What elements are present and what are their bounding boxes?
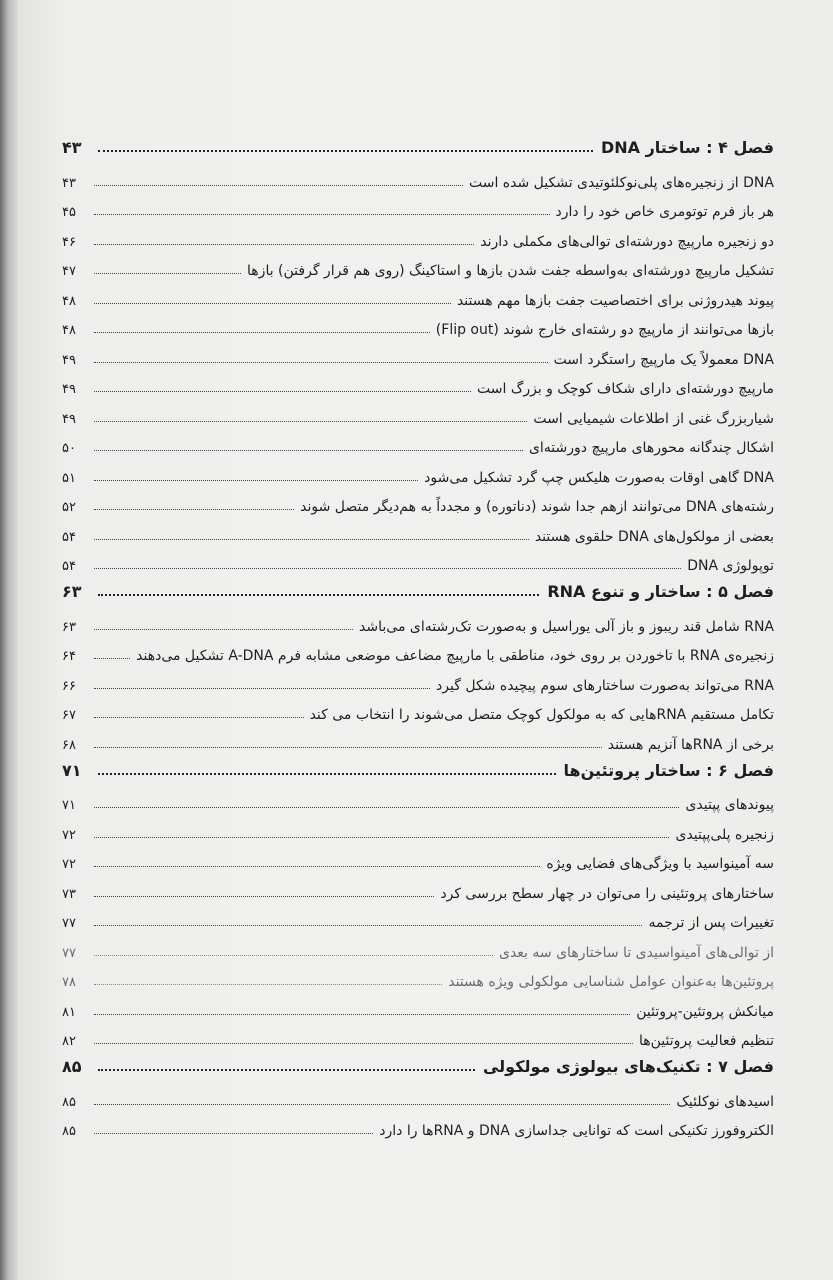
entry-page-number: ۸۵ xyxy=(62,1094,76,1110)
toc-entry xyxy=(62,990,774,1020)
dot-leader xyxy=(98,1069,475,1071)
entry-title: اشکال چندگانه محورهای مارپیچ دورشته‌ای xyxy=(528,440,774,456)
entry-page-number: ۷۸ xyxy=(62,975,76,990)
dot-leader xyxy=(94,185,463,186)
entry-title: پیوندهای پپتیدی xyxy=(685,797,774,813)
dot-leader xyxy=(94,362,548,363)
toc-entry xyxy=(62,902,774,932)
entry-title: بازها می‌توانند از مارپیچ دو رشته‌ای خارج شوند (Flip out) xyxy=(435,322,774,338)
dot-leader xyxy=(98,150,593,152)
entry-page-number: ۴۶ xyxy=(62,234,76,250)
entry-page-number: ۸۲ xyxy=(62,1034,76,1049)
toc-entry xyxy=(62,338,774,368)
dot-leader xyxy=(94,955,493,956)
toc-entry xyxy=(62,279,774,309)
dot-leader xyxy=(94,896,434,897)
entry-title: اسیدهای نوکلئیک xyxy=(676,1093,774,1110)
toc-entry xyxy=(62,161,774,191)
toc-entry xyxy=(62,664,774,694)
dot-leader xyxy=(94,925,642,926)
entry-page-number: ۵۱ xyxy=(62,470,76,486)
dot-leader xyxy=(94,1133,373,1134)
toc-entry xyxy=(62,368,774,398)
entry-page-number: ۶۷ xyxy=(62,708,76,723)
dot-leader xyxy=(94,273,241,274)
entry-page-number: ۴۹ xyxy=(62,382,76,397)
entry-page-number: ۷۲ xyxy=(62,827,76,843)
entry-title: بعضی از مولکول‌های DNA حلقوی هستند xyxy=(534,528,774,545)
entry-title: تشکیل مارپیچ دورشته‌ای به‌واسطه جفت شدن بازها و استاکینگ (روی هم قرار گرفتن) بازها xyxy=(247,263,774,279)
toc-entry xyxy=(62,486,774,516)
chapter-heading xyxy=(62,1057,774,1076)
entry-title: رشته‌های DNA می‌توانند ازهم جدا شوند (دناتوره) و مجدداً به هم‌دیگر متصل شوند xyxy=(300,499,774,515)
dot-leader xyxy=(94,539,529,540)
chapter-title: فصل ۶ : ساختار پروتئین‌ها xyxy=(563,760,774,780)
entry-title: DNA گاهی اوقات به‌صورت هلیکس چپ گرد تشکیل می‌شود xyxy=(424,469,774,486)
entry-page-number: ۴۵ xyxy=(62,205,76,220)
entry-title: توپولوژی DNA xyxy=(687,558,774,574)
toc-entry xyxy=(62,784,774,814)
dot-leader xyxy=(94,1104,670,1105)
toc-entry xyxy=(62,191,774,221)
entry-title: میانکش پروتئین-پروتئین xyxy=(636,1003,774,1020)
chapter-heading xyxy=(62,138,774,157)
dot-leader xyxy=(94,303,451,304)
entry-page-number: ۴۹ xyxy=(62,411,76,427)
entry-page-number: ۷۲ xyxy=(62,857,76,872)
entry-page-number: ۸۱ xyxy=(62,1004,76,1020)
entry-title: تنظیم فعالیت پروتئین‌ها xyxy=(638,1033,774,1049)
toc-entry xyxy=(62,635,774,665)
dot-leader xyxy=(94,807,679,808)
entry-title: شیاربزرگ غنی از اطلاعات شیمیایی است xyxy=(533,410,774,427)
book-spine xyxy=(0,0,18,1280)
entry-page-number: ۴۷ xyxy=(62,264,76,279)
dot-leader xyxy=(94,629,353,630)
entry-page-number: ۵۴ xyxy=(62,559,76,574)
entry-title: مارپیچ دورشته‌ای دارای شکاف کوچک و بزرگ است xyxy=(477,381,774,397)
toc-entry xyxy=(62,931,774,961)
dot-leader xyxy=(94,421,527,422)
entry-title: پیوند هیدروژنی برای اختصاصیت جفت بازها مهم هستند xyxy=(456,292,774,309)
dot-leader xyxy=(94,747,602,748)
toc-entry xyxy=(62,813,774,843)
chapter-heading xyxy=(62,761,774,780)
entry-title: برخی از RNAها آنزیم هستند xyxy=(607,736,774,753)
dot-leader xyxy=(94,480,418,481)
chapter-title: فصل ۵ : ساختار و تنوع RNA xyxy=(547,582,774,601)
dot-leader xyxy=(94,244,474,245)
entry-title: DNA معمولاً یک مارپیچ راستگرد است xyxy=(553,351,774,368)
dot-leader xyxy=(94,509,294,510)
entry-title: از توالی‌های آمینواسیدی تا ساختارهای سه بعدی xyxy=(499,944,774,961)
toc-entry xyxy=(62,1110,774,1140)
dot-leader xyxy=(94,568,681,569)
entry-page-number: ۷۱ xyxy=(62,798,76,813)
entry-page-number: ۶۴ xyxy=(62,649,76,664)
entry-page-number: ۴۹ xyxy=(62,352,76,368)
entry-title: زنجیره‌ی RNA با تاخوردن بر روی خود، مناطقی با مارپیچ مضاعف موضعی مشابه فرم A-DNA تشکیل می‌دهند xyxy=(136,648,774,664)
toc-entry xyxy=(62,1020,774,1050)
toc-entry xyxy=(62,605,774,635)
toc-entry xyxy=(62,1080,774,1110)
entry-page-number: ۵۲ xyxy=(62,500,76,515)
chapter-page-number: ۴۳ xyxy=(62,138,82,157)
entry-page-number: ۶۸ xyxy=(62,737,76,753)
entry-title: سه آمینواسید با ویژگی‌های فضایی ویژه xyxy=(546,856,774,872)
entry-page-number: ۵۰ xyxy=(62,441,76,456)
entry-title: تغییرات پس از ترجمه xyxy=(648,915,774,931)
entry-page-number: ۴۸ xyxy=(62,323,76,338)
chapter-page-number: ۸۵ xyxy=(62,1057,82,1076)
dot-leader xyxy=(94,688,430,689)
entry-title: RNA می‌تواند به‌صورت ساختارهای سوم پیچیده شکل گیرد xyxy=(436,677,774,694)
dot-leader xyxy=(94,391,471,392)
dot-leader xyxy=(94,214,550,215)
entry-title: DNA از زنجیره‌های پلی‌نوکلئوتیدی تشکیل شده است xyxy=(468,174,774,191)
entry-title: هر باز فرم توتومری خاص خود را دارد xyxy=(555,204,774,220)
dot-leader xyxy=(94,332,430,333)
table-of-contents xyxy=(62,130,774,1139)
entry-page-number: ۴۸ xyxy=(62,293,76,309)
toc-entry xyxy=(62,515,774,545)
toc-entry xyxy=(62,545,774,575)
chapter-heading xyxy=(62,582,774,601)
toc-entry xyxy=(62,250,774,280)
dot-leader xyxy=(94,717,304,718)
dot-leader xyxy=(98,594,539,596)
chapter-page-number: ۷۱ xyxy=(62,760,82,780)
dot-leader xyxy=(94,837,669,838)
entry-title: زنجیره پلی‌پپتیدی xyxy=(675,826,774,843)
toc-entry xyxy=(62,872,774,902)
chapter-title: فصل ۷ : تکنیک‌های بیولوژی مولکولی xyxy=(482,1057,774,1076)
chapter-title: فصل ۴ : ساختار DNA xyxy=(600,138,774,157)
dot-leader xyxy=(98,773,556,775)
entry-page-number: ۵۴ xyxy=(62,529,76,545)
toc-entry xyxy=(62,961,774,991)
toc-entry xyxy=(62,456,774,486)
chapter-page-number: ۶۳ xyxy=(62,582,82,601)
toc-entry xyxy=(62,427,774,457)
toc-entry xyxy=(62,694,774,724)
entry-title: الکتروفورز تکنیکی است که توانایی جداسازی DNA و RNAها را دارد xyxy=(379,1123,774,1139)
dot-leader xyxy=(94,866,540,867)
entry-page-number: ۶۶ xyxy=(62,678,76,694)
entry-title: پروتئین‌ها به‌عنوان عوامل شناسایی مولکولی ویژه هستند xyxy=(448,974,774,990)
toc-entry xyxy=(62,843,774,873)
entry-page-number: ۷۳ xyxy=(62,886,76,902)
toc-entry xyxy=(62,309,774,339)
entry-page-number: ۷۷ xyxy=(62,916,76,931)
dot-leader xyxy=(94,984,442,985)
toc-entry xyxy=(62,220,774,250)
entry-title: تکامل مستقیم RNAهایی که به مولکول کوچک متصل می‌شوند را انتخاب می کند xyxy=(309,707,774,723)
toc-entry xyxy=(62,397,774,427)
entry-title: ساختارهای پروتئینی را می‌توان در چهار سطح بررسی کرد xyxy=(440,885,774,902)
entry-page-number: ۴۳ xyxy=(62,175,76,191)
dot-leader xyxy=(94,1014,630,1015)
entry-page-number: ۸۵ xyxy=(62,1124,76,1139)
entry-page-number: ۶۳ xyxy=(62,619,76,635)
dot-leader xyxy=(94,658,130,659)
entry-title: RNA شامل قند ریبوز و باز آلی یوراسیل و به‌صورت تک‌رشته‌ای می‌باشد xyxy=(359,618,774,635)
entry-title: دو زنجیره مارپیچ دورشته‌ای توالی‌های مکملی دارند xyxy=(480,233,774,250)
dot-leader xyxy=(94,1043,633,1044)
toc-entry xyxy=(62,723,774,753)
dot-leader xyxy=(94,450,523,451)
entry-page-number: ۷۷ xyxy=(62,945,76,961)
